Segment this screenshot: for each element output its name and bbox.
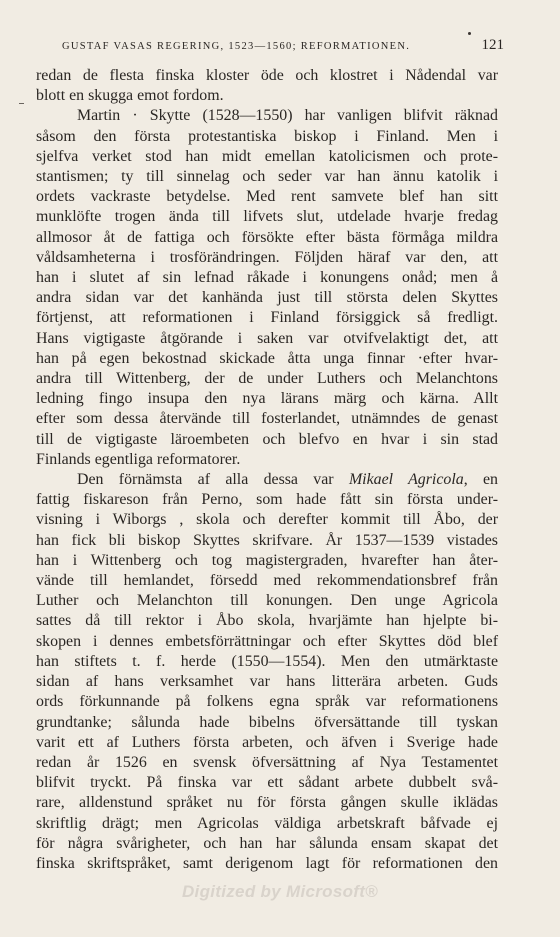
text-line: såsom den första protestantiska biskop i Finland. Men i [36, 127, 498, 145]
text-line: stantismen; ty till sinnelag och seder var han ännu katolik i [36, 168, 498, 186]
text-line: rare, alldenstund språket nu för första gången skulle iklädas [36, 794, 498, 812]
margin-dash-mark [19, 103, 24, 104]
text-line: munklöfte trogen ända till lifvets slut, utdelade hvarje fredag [36, 208, 498, 226]
text-line: allmosor åt de fattiga och försökte efter bästa förmåga mildra [36, 228, 498, 246]
text-line: efter som dessa återvände till fosterlandet, utnämndes de genast [36, 410, 498, 428]
text-line: redan de flesta finska kloster öde och klostret i Nådendal var [36, 67, 498, 84]
text-line: Hans vigtigaste åtgörande i saken var otvifvelaktigt det, att [36, 329, 498, 347]
text-line: finska skriftspråket, samt derigenom lagt för reformationen den [36, 854, 498, 872]
text-line: till de vigtigaste läroembeten och blefvo en hvar i sin stad [36, 430, 498, 448]
text-line: ordets vackraste betydelse. Med rent samvete blef han sitt [36, 188, 498, 206]
page-number: 121 [481, 37, 504, 53]
text-line: sidan af hans verksamhet var hans litterära arbeten. Guds [36, 673, 498, 691]
text-line: för några svårigheter, och han har sålunda ensam skapat det [36, 834, 498, 852]
name-italic: Mikael Agricola [348, 471, 464, 489]
text-line: Finlands egentliga reformatorer. [36, 450, 241, 468]
text-line: våldsamheterna i trosförändringen. Följden häraf var den, att [36, 248, 498, 266]
text-line: han på egen bekostnad skickade åtta unga finnar ·efter hvar- [36, 349, 498, 367]
text-line: han stiftets t. f. herde (1550—1554). Men den utmärktaste [36, 652, 498, 670]
text-line: andra till Wittenberg, der de under Luthers och Melanchtons [36, 370, 498, 388]
text-line: redan år 1526 en svensk öfversättning af Nya Testamentet [36, 753, 498, 771]
book-page [36, 36, 504, 874]
digitization-watermark: Digitized by Microsoft® [181, 882, 379, 901]
text-line: vände till hemlandet, försedd med rekommendationsbref från [36, 572, 498, 590]
text-line: skopen i dennes embetsförrättningar och efter Skyttes död blef [36, 632, 498, 650]
text-line: blott en skugga emot fordom. [36, 87, 224, 105]
text-line: ledning fingo insupa den nya lärans märg och kärna. Allt [36, 390, 498, 408]
paragraph-start-line [36, 470, 498, 490]
text-line: han i slutet af sin lefnad råkade i konungens onåd; men å [36, 269, 498, 287]
text-line: förtjenst, att reformationen i Finland försiggick så fredligt. [36, 309, 498, 327]
text-line: blifvit tryckt. På finska var ett sådant arbete dubbelt svå- [36, 774, 498, 792]
text-line: varit ett af Luthers första arbeten, och äfven i Sverige hade [36, 733, 498, 751]
text-line: skriftlig drägt; men Agricolas väldiga arbetskraft båfvade ej [36, 814, 498, 832]
text-line: Luther och Melanchton till konungen. Den unge Agricola [36, 592, 498, 610]
text-line: han fick bli biskop Skyttes skrifvare. År 1537—1539 vistades [36, 531, 498, 549]
text-line: grundtanke; sålunda hade bibelns öfversättande till tyskan [36, 713, 498, 731]
text-segment: , en [463, 471, 498, 489]
text-line: visning i Wiborgs , skola och derefter kommit till Åbo, der [36, 511, 498, 529]
text-line: ords förkunnande på folkens egna språk var reformationens [36, 693, 498, 711]
text-line: sattes då till rektor i Åbo skola, hvarjämte han hjelpte bi- [36, 612, 498, 630]
text-line: andra sidan var det kanhända just till största delen Skyttes [36, 289, 498, 307]
page-header [36, 36, 504, 58]
body-text [36, 66, 498, 874]
margin-dot-mark [468, 32, 471, 35]
paragraph-start-line: Martin · Skytte (1528—1550) har vanligen blifvit räknad [77, 107, 498, 125]
text-segment: Den förnämsta af alla dessa var [77, 471, 334, 489]
text-line: sjelfva verket stod han midt emellan katolicismen och prote- [36, 147, 498, 165]
text-line: fattig fiskareson från Perno, som hade fått sin första under- [36, 491, 498, 509]
text-line: han i Wittenberg och tog magistergraden, hvarefter han åter- [36, 551, 498, 569]
running-title: GUSTAF VASAS REGERING, 1523—1560; REFORMATIONEN. [62, 41, 411, 52]
